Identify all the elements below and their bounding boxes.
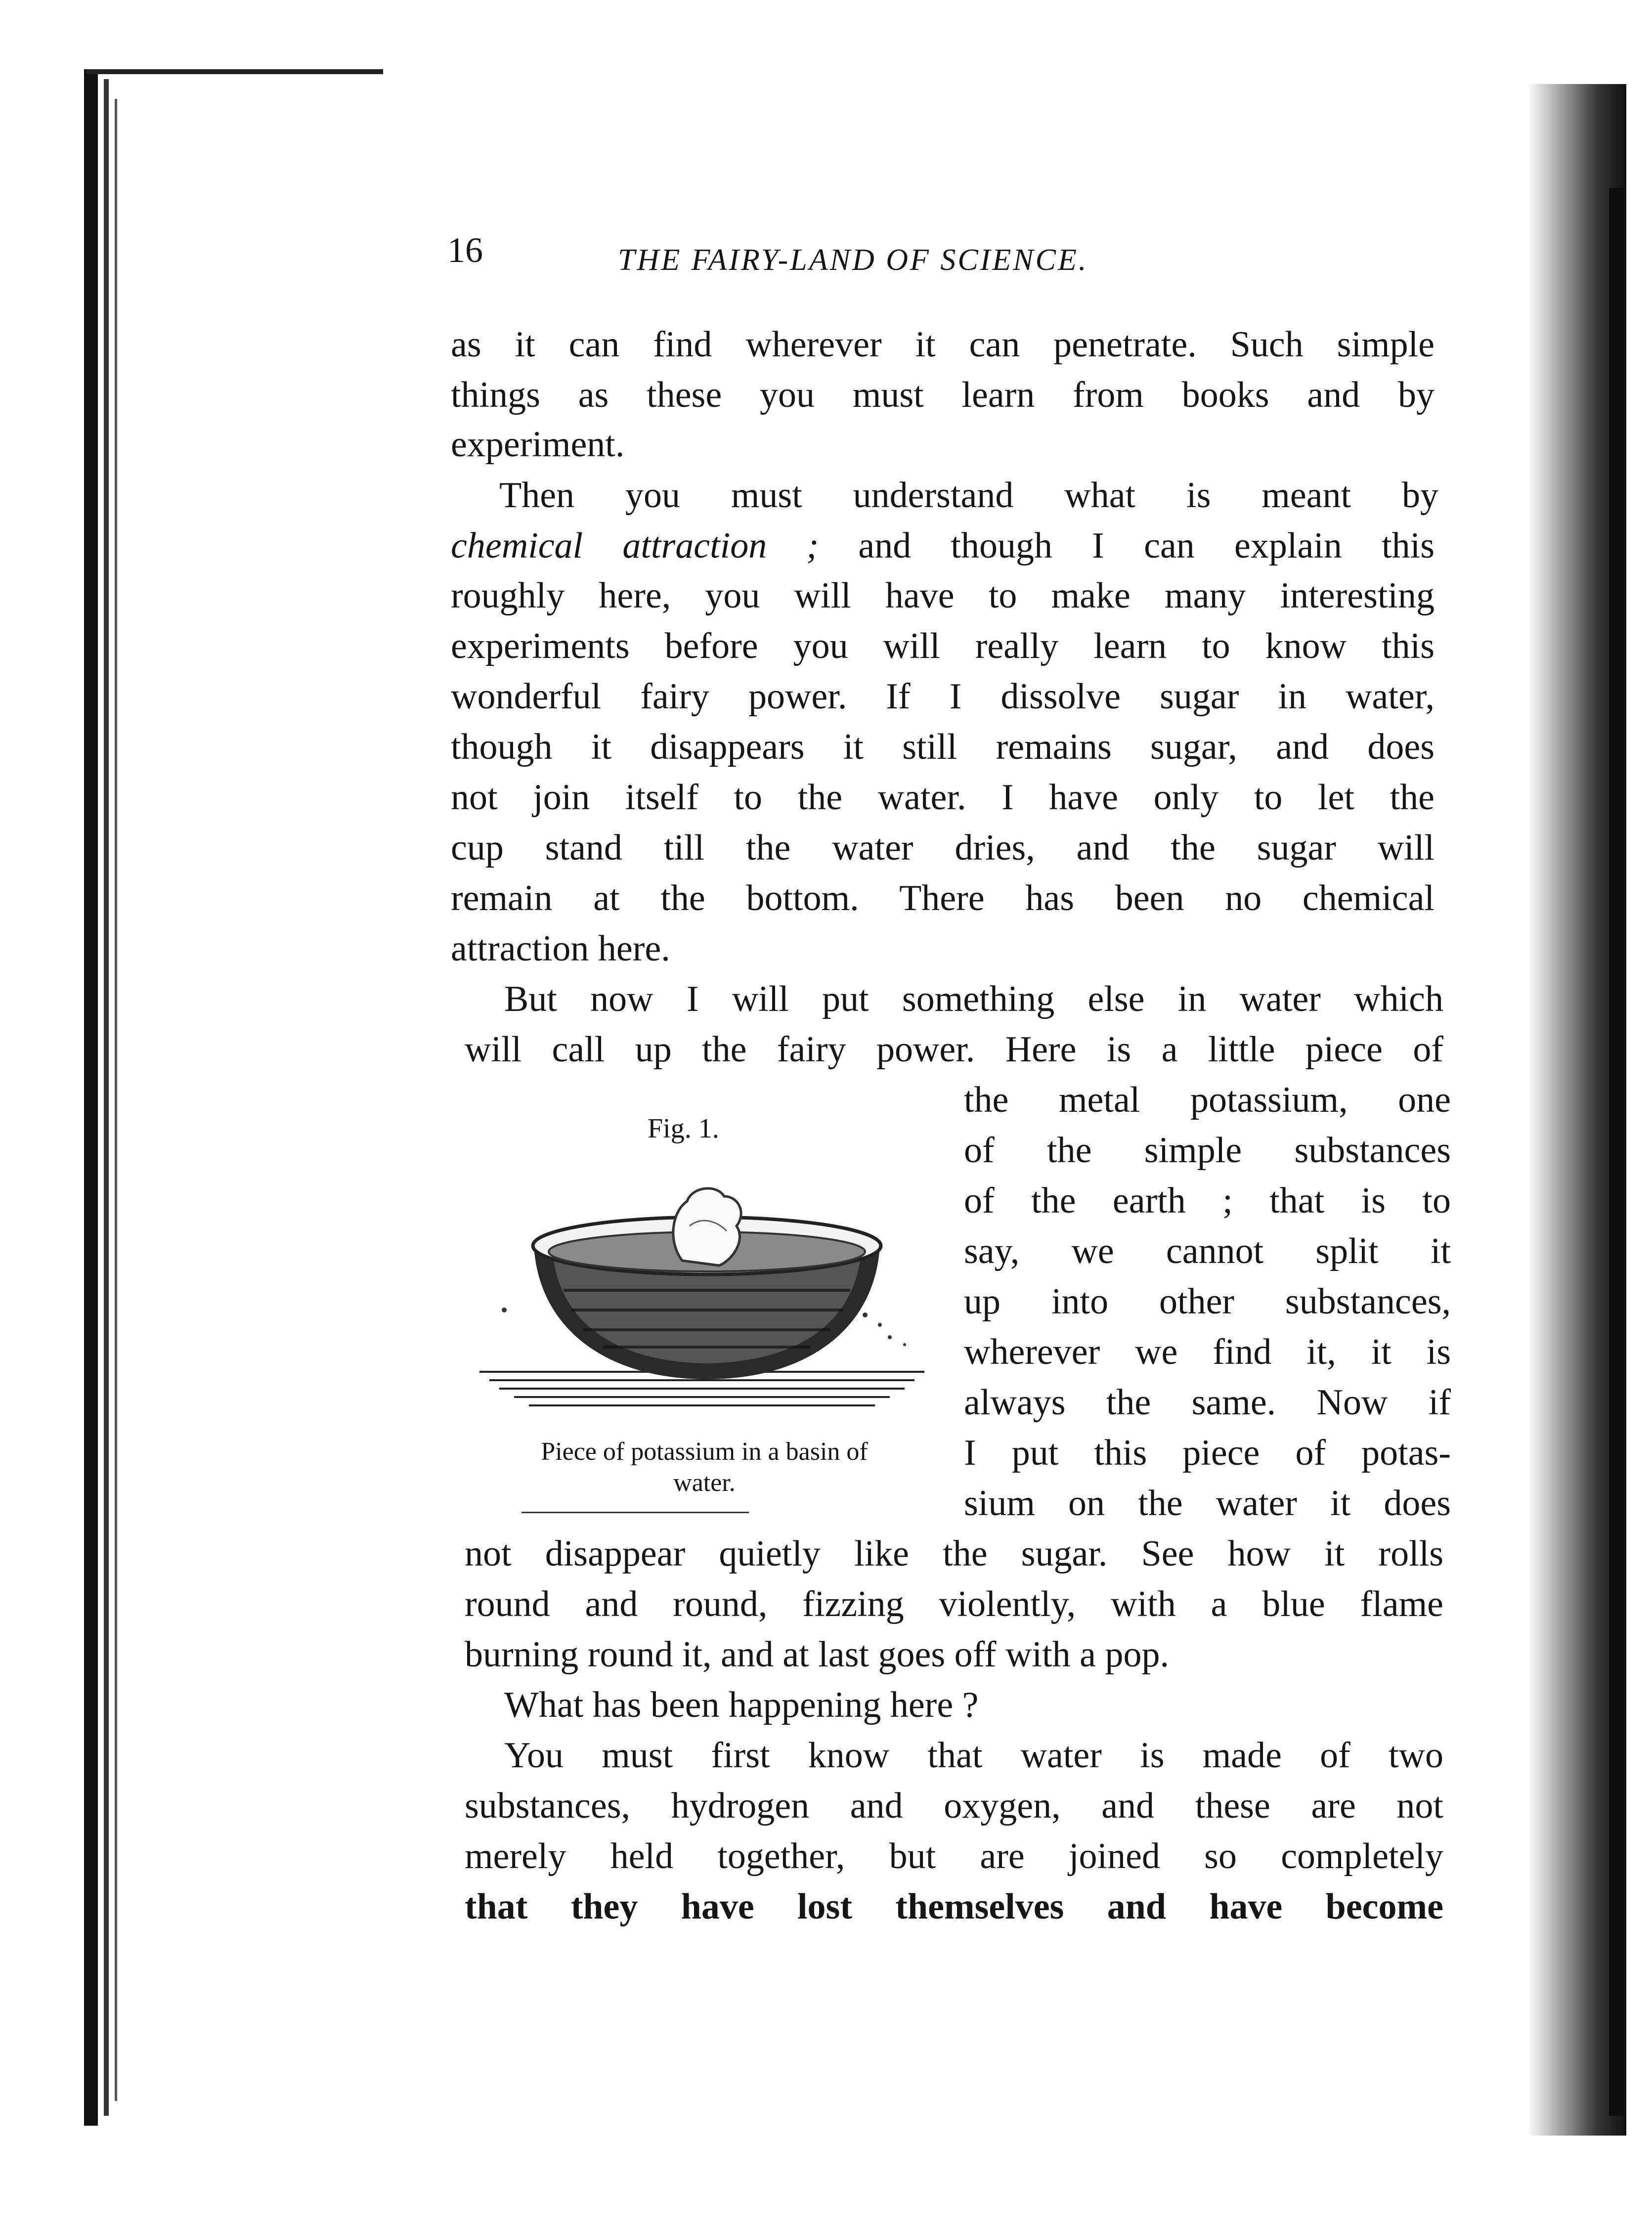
text-line: cup stand till the water dries, and the sugar will xyxy=(451,828,1435,868)
text-line: will call up the fairy power. Here is a little piece of xyxy=(465,1029,1443,1070)
text-line: as it can find wherever it can penetrate. Such simple xyxy=(451,324,1435,365)
figure-caption-line: water. xyxy=(673,1469,736,1497)
text-line: merely held together, but are joined so completely xyxy=(465,1836,1443,1877)
text-line-with-italic xyxy=(451,527,1435,564)
text-line: sium on the water it does xyxy=(964,1483,1451,1524)
page-number: 16 xyxy=(447,230,483,270)
text-line: not disappear quietly like the sugar. See how it rolls xyxy=(465,1533,1443,1574)
text-line: You must first know that water is made of two xyxy=(504,1735,1443,1776)
text-line: burning round it, and at last goes off with a pop. xyxy=(465,1634,1169,1675)
text-line: attraction here. xyxy=(451,928,670,969)
text-line: wherever we find it, it is xyxy=(964,1332,1451,1372)
page-edge-dark-right xyxy=(1609,188,1624,2116)
text-line: things as these you must learn from books and by xyxy=(451,375,1435,415)
text-line: that they have lost themselves and have become xyxy=(465,1886,1443,1927)
top-edge-mark xyxy=(87,69,383,74)
binding-shadow-left-inner xyxy=(104,79,109,2116)
text-line: of the simple substances xyxy=(964,1130,1451,1171)
text-line: though it disappears it still remains sugar, and does xyxy=(451,727,1435,767)
text-line: But now I will put something else in water which xyxy=(504,979,1443,1019)
running-title: THE FAIRY-LAND OF SCIENCE. xyxy=(618,243,1088,277)
binding-shadow-left xyxy=(84,69,98,2126)
text-line: Then you must understand what is meant by xyxy=(499,475,1438,516)
text-line: experiments before you will really learn to know this xyxy=(451,626,1435,666)
text-line: roughly here, you will have to make many interesting xyxy=(451,575,1435,616)
text-line: What has been happening here ? xyxy=(504,1685,979,1725)
figure-caption xyxy=(482,1436,927,1499)
text-line: round and round, fizzing violently, with a blue flame xyxy=(465,1584,1443,1624)
text-line: remain at the bottom. There has been no chemical xyxy=(451,878,1435,918)
figure-caption-line: Piece of potassium in a basin of xyxy=(541,1438,868,1466)
text-line: experiment. xyxy=(451,424,625,465)
text-line: substances, hydrogen and oxygen, and these are not xyxy=(465,1786,1443,1826)
text-line: of the earth ; that is to xyxy=(964,1180,1451,1221)
potassium-basin-illustration xyxy=(470,1167,934,1424)
text-line: wonderful fairy power. If I dissolve sugar in water, xyxy=(451,676,1435,717)
text-line: not join itself to the water. I have only to let the xyxy=(451,777,1435,818)
text-line-tail: and though I can explain this xyxy=(858,525,1435,566)
text-line: the metal potassium, one xyxy=(964,1080,1451,1120)
text-line: always the same. Now if xyxy=(964,1382,1451,1423)
text-line: say, we cannot split it xyxy=(964,1231,1451,1271)
text-line: up into other substances, xyxy=(964,1281,1451,1322)
figure-label: Fig. 1. xyxy=(648,1113,719,1144)
caption-underline xyxy=(522,1512,749,1513)
binding-shadow-left-edge xyxy=(115,99,117,2101)
italic-phrase: chemical attraction ; xyxy=(451,525,819,566)
text-line: I put this piece of potas- xyxy=(964,1433,1451,1473)
